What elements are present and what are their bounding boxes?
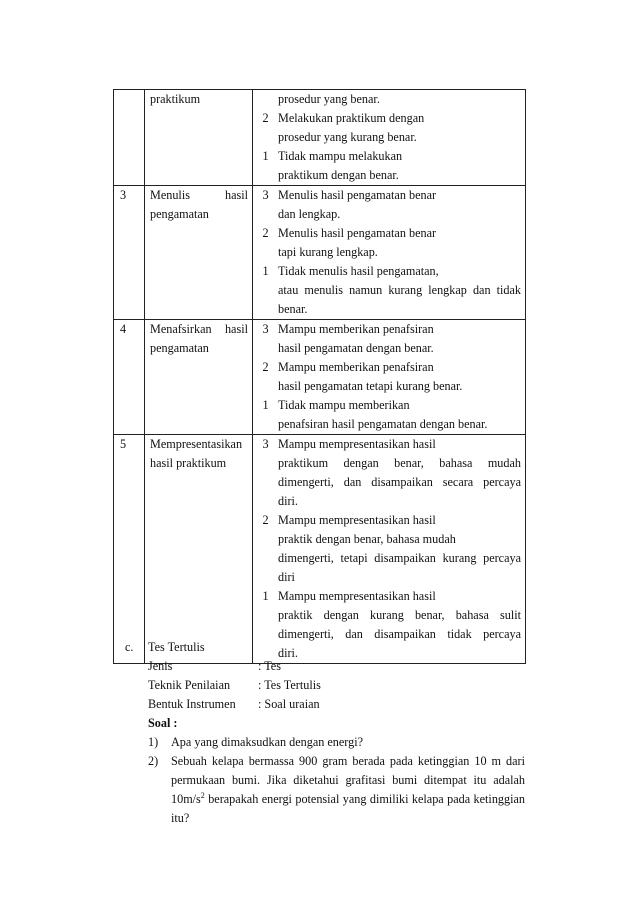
rubric-aspect-line: pengamatan xyxy=(150,341,209,355)
rubric-aspect-line: Menafsirkan hasil xyxy=(150,322,248,336)
criteria-item xyxy=(253,186,521,224)
criteria-line: praktikum dengan benar, bahasa mudah xyxy=(278,456,521,470)
criteria-score: 1 xyxy=(262,264,269,278)
criteria-line: dimengerti, dan disampaikan tidak percaya xyxy=(278,627,521,641)
assessment-rubric-table xyxy=(113,89,526,664)
criteria-item xyxy=(253,320,521,358)
rubric-criteria xyxy=(253,320,526,435)
criteria-score: 1 xyxy=(262,589,269,603)
criteria-item xyxy=(253,396,521,434)
question-line xyxy=(171,790,525,809)
criteria-score: 2 xyxy=(262,226,269,240)
field-value: : Tes xyxy=(258,659,281,673)
criteria-item xyxy=(253,262,521,319)
question-line: Sebuah kelapa bermassa 900 gram berada pada ketinggian 10 m dari xyxy=(171,754,525,768)
criteria-line: hasil pengamatan tetapi kurang benar. xyxy=(278,379,463,393)
rubric-aspect xyxy=(145,435,253,664)
criteria-line: Tidak menulis hasil pengamatan, xyxy=(278,264,439,278)
criteria-score: 3 xyxy=(262,188,269,202)
section-marker: c. xyxy=(125,640,134,654)
question-text xyxy=(171,752,525,828)
rubric-row xyxy=(114,320,526,435)
section-written-test xyxy=(125,638,525,828)
criteria-line: praktik dengan kurang benar, bahasa sulit xyxy=(278,608,521,622)
criteria-line: praktik dengan benar, bahasa mudah xyxy=(278,532,456,546)
question-number: 2) xyxy=(148,754,159,768)
criteria-line: tapi kurang lengkap. xyxy=(278,245,378,259)
field-row xyxy=(148,676,525,695)
rubric-aspect-line: praktikum xyxy=(150,92,201,106)
rubric-aspect xyxy=(145,186,253,320)
criteria-line: dimengerti, tetapi disampaikan kurang percaya xyxy=(278,551,521,565)
rubric-number xyxy=(114,90,145,186)
question-line-rest: berapakah energi potensial yang dimiliki kelapa pada ketinggian xyxy=(204,792,525,806)
rubric-aspect xyxy=(145,90,253,186)
question-line: permukaan bumi. Jika diketahui grafitasi bumi ditempat itu adalah xyxy=(171,773,525,787)
rubric-aspect-line: Menulis hasil xyxy=(150,188,248,202)
criteria-line: Mampu memberikan penafsiran xyxy=(278,360,434,374)
criteria-score: 2 xyxy=(262,360,269,374)
soal-heading: Soal : xyxy=(148,716,178,730)
criteria-line: benar. xyxy=(278,302,308,316)
question-number: 1) xyxy=(148,735,159,749)
question-line: itu? xyxy=(171,811,190,825)
question-text: Apa yang dimaksudkan dengan energi? xyxy=(171,735,364,749)
rubric-row xyxy=(114,186,526,320)
criteria-score xyxy=(253,90,278,109)
field-row xyxy=(148,695,525,714)
criteria-item xyxy=(253,435,521,511)
criteria-score: 1 xyxy=(262,149,269,163)
rubric-criteria xyxy=(253,435,526,664)
criteria-line: prosedur yang benar. xyxy=(278,92,380,106)
criteria-score: 2 xyxy=(262,111,269,125)
criteria-score: 1 xyxy=(262,398,269,412)
criteria-score: 2 xyxy=(262,513,269,527)
criteria-item xyxy=(253,358,521,396)
criteria-line: diri xyxy=(278,570,295,584)
criteria-line: Tidak mampu melakukan xyxy=(278,149,403,163)
criteria-item xyxy=(253,224,521,262)
question-item xyxy=(148,733,525,752)
criteria-line: diri. xyxy=(278,646,298,660)
rubric-aspect-line: Mempresentasikan xyxy=(150,437,243,451)
criteria-line: Tidak mampu memberikan xyxy=(278,398,410,412)
criteria-item xyxy=(253,511,521,587)
rubric-criteria xyxy=(253,186,526,320)
rubric-aspect-line: hasil praktikum xyxy=(150,456,227,470)
field-value: : Soal uraian xyxy=(258,697,320,711)
field-label: Bentuk Instrumen xyxy=(148,697,236,711)
field-label: Teknik Penilaian xyxy=(148,678,231,692)
criteria-line: hasil pengamatan dengan benar. xyxy=(278,341,434,355)
criteria-item xyxy=(253,109,521,147)
criteria-line: dimengerti, dan disampaikan secara percaya xyxy=(278,475,521,489)
criteria-line: Mampu mempresentasikan hasil xyxy=(278,589,436,603)
criteria-score: 3 xyxy=(262,322,269,336)
question-item xyxy=(148,752,525,828)
criteria-line: penafsiran hasil pengamatan dengan benar. xyxy=(278,417,488,431)
criteria-item xyxy=(253,90,521,109)
field-value: : Tes Tertulis xyxy=(258,678,321,692)
rubric-aspect xyxy=(145,320,253,435)
criteria-item xyxy=(253,147,521,185)
rubric-number: 4 xyxy=(114,320,145,435)
criteria-line: prosedur yang kurang benar. xyxy=(278,130,417,144)
rubric-number: 5 xyxy=(114,435,145,664)
rubric-criteria xyxy=(253,90,526,186)
criteria-line: Melakukan praktikum dengan xyxy=(278,111,425,125)
criteria-line: dan lengkap. xyxy=(278,207,341,221)
criteria-line: Menulis hasil pengamatan benar xyxy=(278,226,437,240)
criteria-line: Mampu mempresentasikan hasil xyxy=(278,437,436,451)
criteria-line: Mampu memberikan penafsiran xyxy=(278,322,434,336)
criteria-line: diri. xyxy=(278,494,298,508)
criteria-score: 3 xyxy=(262,437,269,451)
rubric-number: 3 xyxy=(114,186,145,320)
rubric-row xyxy=(114,90,526,186)
field-row xyxy=(148,657,525,676)
unit-text: 10m/s xyxy=(171,792,201,806)
rubric-row xyxy=(114,435,526,664)
criteria-line: praktikum dengan benar. xyxy=(278,168,399,182)
field-label: Jenis xyxy=(148,659,173,673)
criteria-line: Menulis hasil pengamatan benar xyxy=(278,188,437,202)
section-title: Tes Tertulis xyxy=(148,640,205,654)
criteria-line: atau menulis namun kurang lengkap dan tidak xyxy=(278,283,521,297)
criteria-line: Mampu mempresentasikan hasil xyxy=(278,513,436,527)
rubric-aspect-line: pengamatan xyxy=(150,207,209,221)
unit-exponent: 2 xyxy=(200,790,205,800)
